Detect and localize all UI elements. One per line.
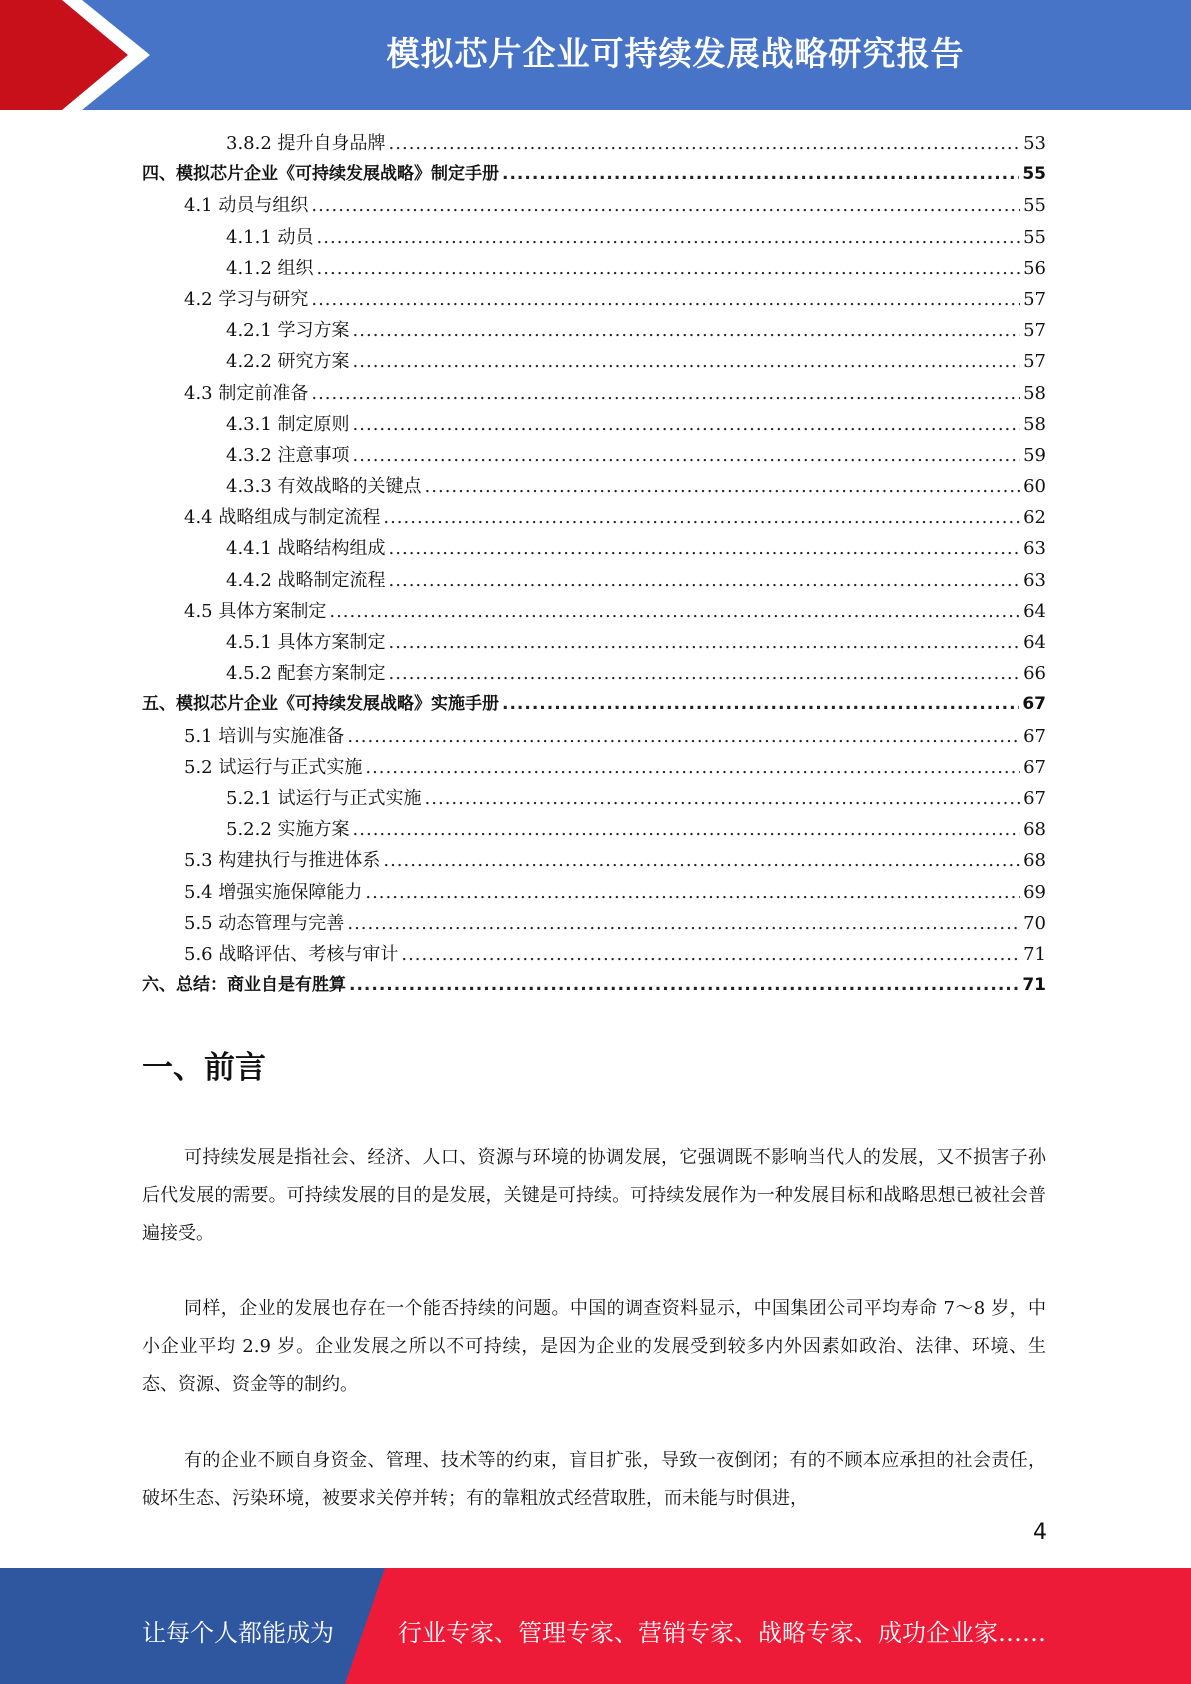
paragraph-text: 有的企业不顾自身资金、管理、技术等的约束，盲目扩张，导致一夜倒闭；有的不顾本应承担的社会责任，破坏生态、污染环境，被要求关停并转；有的靠粗放式经营取胜，而未能与时俱进， xyxy=(142,1450,1046,1509)
toc-dot-leader xyxy=(353,346,1021,377)
toc-dot-leader xyxy=(389,533,1021,564)
toc-entry-label: 4.5.1 具体方案制定 xyxy=(226,632,386,653)
toc-entry[interactable] xyxy=(142,253,1046,284)
footer-slogan-left: 让每个人都能成为 xyxy=(142,1619,334,1647)
toc-dot-leader xyxy=(365,877,1020,908)
toc-entry-page: 66 xyxy=(1023,663,1046,685)
toc-entry[interactable] xyxy=(142,222,1046,253)
toc-dot-leader xyxy=(389,627,1021,658)
header-banner xyxy=(0,0,1191,110)
toc-entry-label: 5.5 动态管理与完善 xyxy=(184,912,345,934)
toc-entry-label: 4.3.1 制定原则 xyxy=(226,413,350,435)
toc-dot-leader xyxy=(349,970,1019,1001)
toc-entry[interactable] xyxy=(142,533,1046,564)
toc-entry[interactable] xyxy=(142,596,1046,627)
toc-dot-leader xyxy=(389,658,1021,689)
body-paragraph-2 xyxy=(142,1290,1046,1404)
toc-entry-label: 5.2.2 实施方案 xyxy=(226,819,350,841)
toc-entry-label: 5.4 增强实施保障能力 xyxy=(184,881,363,903)
body-paragraph-3 xyxy=(142,1442,1046,1518)
toc-entry-label: 4.1 动员与组织 xyxy=(184,195,309,217)
toc-entry-label: 4.3 制定前准备 xyxy=(184,382,309,404)
toc-entry[interactable] xyxy=(142,877,1046,908)
table-of-contents xyxy=(142,128,1046,1001)
toc-entry-page: 70 xyxy=(1023,912,1046,934)
toc-entry[interactable] xyxy=(142,783,1046,814)
toc-dot-leader xyxy=(347,908,1020,939)
toc-entry[interactable] xyxy=(142,440,1046,471)
toc-entry[interactable] xyxy=(142,284,1046,315)
toc-entry[interactable] xyxy=(142,471,1046,502)
toc-entry-page: 57 xyxy=(1023,320,1046,342)
toc-entry-page: 64 xyxy=(1023,632,1046,653)
toc-dot-leader xyxy=(365,752,1020,783)
toc-entry-label: 4.4 战略组成与制定流程 xyxy=(184,507,381,529)
toc-entry-label: 4.3.2 注意事项 xyxy=(226,444,350,466)
toc-entry-page: 53 xyxy=(1023,133,1046,154)
toc-entry-page: 63 xyxy=(1023,569,1046,591)
toc-entry[interactable] xyxy=(142,689,1046,720)
toc-entry-label: 四、模拟芯片企业《可持续发展战略》制定手册 xyxy=(142,164,499,185)
toc-dot-leader xyxy=(383,845,1020,876)
toc-entry-label: 4.4.2 战略制定流程 xyxy=(226,569,386,591)
toc-entry-label: 4.2 学习与研究 xyxy=(184,288,309,310)
toc-dot-leader xyxy=(383,502,1020,533)
toc-entry-label: 5.1 培训与实施准备 xyxy=(184,725,345,747)
toc-entry-page: 67 xyxy=(1023,725,1046,747)
toc-entry[interactable] xyxy=(142,315,1046,346)
section-heading: 一、前言 xyxy=(142,1050,266,1086)
paragraph-text: 可持续发展是指社会、经济、人口、资源与环境的协调发展，它强调既不影响当代人的发展，又不损害子孙后代发展的需要。可持续发展的目的是发展，关键是可持续。可持续发展作为一种发展目标和战略思想已被社会普遍接受。 xyxy=(142,1147,1046,1244)
toc-entry-page: 67 xyxy=(1023,787,1046,809)
toc-entry[interactable] xyxy=(142,378,1046,409)
toc-dot-leader xyxy=(389,128,1021,159)
toc-entry-page: 64 xyxy=(1023,600,1046,622)
toc-entry[interactable] xyxy=(142,128,1046,159)
toc-dot-leader xyxy=(389,565,1021,596)
toc-entry[interactable] xyxy=(142,814,1046,845)
toc-dot-leader xyxy=(311,378,1020,409)
toc-entry-label: 4.2.1 学习方案 xyxy=(226,320,350,342)
toc-entry-label: 4.1.2 组织 xyxy=(226,257,314,279)
toc-entry[interactable] xyxy=(142,627,1046,658)
toc-entry-label: 4.1.1 动员 xyxy=(226,226,314,248)
toc-dot-leader xyxy=(425,783,1021,814)
toc-entry[interactable] xyxy=(142,845,1046,876)
toc-entry[interactable] xyxy=(142,939,1046,970)
toc-entry[interactable] xyxy=(142,409,1046,440)
toc-entry-label: 4.5 具体方案制定 xyxy=(184,600,327,622)
toc-entry-page: 63 xyxy=(1023,538,1046,560)
page-number: 4 xyxy=(1033,1520,1047,1545)
toc-entry-page: 68 xyxy=(1023,819,1046,841)
toc-dot-leader xyxy=(311,284,1020,315)
toc-dot-leader xyxy=(425,471,1021,502)
toc-dot-leader xyxy=(353,814,1021,845)
toc-entry[interactable] xyxy=(142,159,1046,190)
toc-entry-label: 五、模拟芯片企业《可持续发展战略》实施手册 xyxy=(142,694,499,715)
toc-entry-page: 67 xyxy=(1022,694,1046,715)
toc-entry-page: 57 xyxy=(1023,351,1046,373)
footer-banner xyxy=(0,1568,1191,1684)
toc-entry-label: 4.2.2 研究方案 xyxy=(226,351,350,373)
toc-entry-page: 71 xyxy=(1022,975,1046,996)
paragraph-text: 同样，企业的发展也存在一个能否持续的问题。中国的调查资料显示，中国集团公司平均寿命 7～8 岁，中小企业平均 2.9 岁。企业发展之所以不可持续，是因为企业的发展受到较多内外因素如政治、法律、环境、生态、资源、资金等的制约。 xyxy=(142,1298,1046,1395)
toc-entry[interactable] xyxy=(142,502,1046,533)
footer-slogan-right: 行业专家、管理专家、营销专家、战略专家、成功企业家…… xyxy=(398,1619,1046,1647)
toc-dot-leader xyxy=(329,596,1020,627)
toc-entry[interactable] xyxy=(142,565,1046,596)
toc-entry-label: 4.3.3 有效战略的关键点 xyxy=(226,476,422,498)
toc-entry-label: 5.2 试运行与正式实施 xyxy=(184,756,363,778)
toc-dot-leader xyxy=(353,315,1021,346)
toc-entry-page: 58 xyxy=(1023,413,1046,435)
toc-entry-page: 55 xyxy=(1023,226,1046,248)
toc-dot-leader xyxy=(502,689,1019,720)
toc-entry-page: 62 xyxy=(1023,507,1046,529)
toc-entry[interactable] xyxy=(142,658,1046,689)
toc-entry[interactable] xyxy=(142,346,1046,377)
toc-entry-label: 3.8.2 提升自身品牌 xyxy=(226,133,386,154)
toc-entry-page: 59 xyxy=(1023,444,1046,466)
toc-entry[interactable] xyxy=(142,908,1046,939)
toc-entry-label: 5.6 战略评估、考核与审计 xyxy=(184,943,399,965)
toc-entry-label: 4.4.1 战略结构组成 xyxy=(226,538,386,560)
toc-entry-label: 5.2.1 试运行与正式实施 xyxy=(226,787,422,809)
toc-entry-label: 4.5.2 配套方案制定 xyxy=(226,663,386,685)
toc-entry-page: 58 xyxy=(1023,382,1046,404)
toc-entry[interactable] xyxy=(142,970,1046,1001)
toc-entry-page: 68 xyxy=(1023,850,1046,872)
toc-dot-leader xyxy=(317,222,1021,253)
toc-entry-label: 5.3 构建执行与推进体系 xyxy=(184,850,381,872)
toc-entry-page: 57 xyxy=(1023,288,1046,310)
toc-entry-page: 56 xyxy=(1023,257,1046,279)
body-paragraph-1 xyxy=(142,1139,1046,1253)
toc-entry[interactable] xyxy=(142,752,1046,783)
toc-dot-leader xyxy=(502,159,1019,190)
toc-dot-leader xyxy=(311,190,1020,221)
toc-dot-leader xyxy=(353,440,1021,471)
toc-entry-page: 69 xyxy=(1023,881,1046,903)
toc-entry[interactable] xyxy=(142,721,1046,752)
toc-entry[interactable] xyxy=(142,190,1046,221)
toc-dot-leader xyxy=(353,409,1021,440)
toc-dot-leader xyxy=(317,253,1021,284)
toc-entry-page: 60 xyxy=(1023,476,1046,498)
document-title: 模拟芯片企业可持续发展战略研究报告 xyxy=(386,34,965,73)
toc-dot-leader xyxy=(401,939,1020,970)
toc-entry-page: 67 xyxy=(1023,756,1046,778)
toc-dot-leader xyxy=(347,721,1020,752)
toc-entry-page: 55 xyxy=(1022,164,1046,185)
toc-entry-page: 71 xyxy=(1023,943,1046,965)
toc-entry-page: 55 xyxy=(1023,195,1046,217)
toc-entry-label: 六、总结：商业自是有胜算 xyxy=(142,975,346,996)
